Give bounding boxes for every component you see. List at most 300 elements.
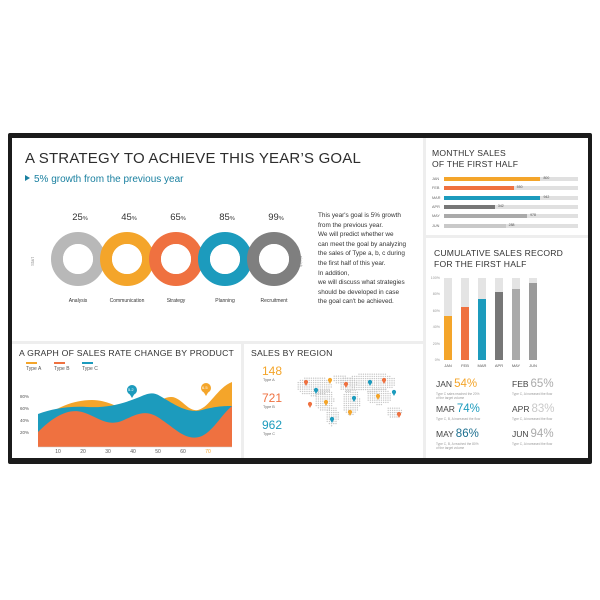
paragraph-line: the first half of this year. [318, 259, 386, 267]
y-axis-tick: 100% [430, 276, 440, 280]
map-dot [345, 378, 346, 379]
map-dot [356, 389, 357, 390]
y-axis-tick: 80% [20, 394, 30, 399]
map-dot [378, 380, 379, 381]
map-dot [391, 387, 392, 388]
cumulative-bar [529, 278, 537, 360]
option-percent-unit: % [82, 216, 88, 222]
map-dot [354, 387, 355, 388]
map-dot [388, 414, 389, 415]
map-dot [324, 407, 325, 408]
map-dot [309, 378, 310, 379]
option-percent-value: 99 [268, 212, 279, 223]
map-dot [350, 396, 351, 397]
map-dot [380, 387, 381, 388]
map-dot [322, 398, 323, 399]
map-dot [350, 392, 351, 393]
map-dot [350, 401, 351, 402]
map-dot [354, 378, 355, 379]
strategy-subtitle-text: 5% growth from the previous year [34, 174, 184, 185]
map-dot [348, 392, 349, 393]
monthly-stat [436, 424, 479, 450]
map-dot [356, 385, 357, 386]
map-dot [333, 410, 334, 411]
map-dot [320, 380, 321, 381]
cumulative-bar [512, 278, 520, 360]
map-dot [342, 378, 343, 379]
stat-month: JUN [512, 429, 529, 439]
map-dot [320, 394, 321, 395]
map-dot [352, 405, 353, 406]
map-dot [374, 385, 375, 386]
map-dot [396, 408, 397, 409]
map-dot [346, 412, 347, 413]
option-percent-unit: % [229, 216, 235, 222]
map-dot [334, 376, 335, 377]
cumulative-bar [444, 278, 452, 360]
map-dot [385, 402, 386, 403]
map-dot [316, 401, 317, 402]
map-dot [333, 401, 334, 402]
map-dot [356, 376, 357, 377]
map-dot [331, 423, 332, 424]
map-dot [380, 376, 381, 377]
paragraph-line: can meet the goal by analyzing [318, 240, 407, 248]
map-dot [318, 396, 319, 397]
map-dot [344, 394, 345, 395]
region-title: SALES BY REGION [251, 348, 333, 358]
map-dot [378, 387, 379, 388]
map-dot [320, 407, 321, 408]
map-dot [309, 391, 310, 392]
map-dot [344, 401, 345, 402]
map-dot [365, 376, 366, 377]
paragraph-line: the goal can't be achieved. [318, 298, 394, 306]
map-dot [350, 380, 351, 381]
map-dot [392, 410, 393, 411]
map-dot [344, 405, 345, 406]
map-dot [365, 389, 366, 390]
map-dot [302, 380, 303, 381]
map-dot [315, 382, 316, 383]
category-label: Analysis [68, 298, 88, 304]
map-dot [304, 391, 305, 392]
map-pin-icon [308, 402, 312, 408]
map-dot [356, 378, 357, 379]
paragraph-line: we will discuss what strategies [318, 279, 405, 287]
map-dot [389, 387, 390, 388]
map-dot [352, 414, 353, 415]
map-dot [352, 390, 353, 391]
bar-value: 550 [516, 185, 523, 190]
bar-track [444, 214, 578, 218]
map-dot [355, 405, 356, 406]
map-dot [298, 386, 299, 387]
map-dot [309, 384, 310, 385]
map-dot [341, 389, 342, 390]
map-dot [313, 391, 314, 392]
map-dot [331, 408, 332, 409]
map-dot [385, 389, 386, 390]
map-dot [376, 389, 377, 390]
map-dot [322, 386, 323, 387]
map-dot [342, 382, 343, 383]
map-dot [394, 382, 395, 383]
map-dot [315, 386, 316, 387]
map-dot [390, 408, 391, 409]
map-dot [358, 382, 359, 383]
map-dot [304, 386, 305, 387]
map-dot [338, 412, 339, 413]
paragraph-line: This year's goal is 5% growth [318, 212, 401, 219]
map-dot [363, 380, 364, 381]
map-dot [369, 389, 370, 390]
option-percent-value: 25 [72, 212, 83, 223]
map-dot [317, 380, 318, 381]
map-dot [329, 401, 330, 402]
y-axis-tick: 40% [432, 325, 440, 330]
map-dot [352, 409, 353, 410]
map-dot [399, 410, 400, 411]
map-pin-icon [314, 388, 318, 394]
map-dot [327, 410, 328, 411]
map-dot [329, 405, 330, 406]
map-dot [309, 389, 310, 390]
map-dot [341, 384, 342, 385]
stat-month: JAN [436, 379, 453, 389]
map-dot [327, 419, 328, 420]
map-dot [385, 393, 386, 394]
map-dot [372, 402, 373, 403]
map-dot [367, 374, 368, 375]
map-dot [327, 414, 328, 415]
map-dot [320, 405, 321, 406]
map-dot [394, 380, 395, 381]
region-value: 148 [262, 364, 283, 378]
map-dot [356, 387, 357, 388]
stat-value: 65% [530, 378, 554, 390]
map-dot [352, 394, 353, 395]
map-dot [387, 400, 388, 401]
map-dot [326, 386, 327, 387]
map-dot [318, 403, 319, 404]
stat-note: of the target volume [436, 396, 465, 401]
map-dot [348, 401, 349, 402]
y-axis-tick: 60% [432, 308, 440, 313]
map-dot [329, 396, 330, 397]
month-label: MAY [432, 214, 440, 219]
map-dot [322, 378, 323, 379]
map-dot [368, 391, 369, 392]
map-dot [365, 382, 366, 383]
y-axis-tick: 20% [432, 341, 440, 346]
month-label: JUN [432, 223, 440, 228]
map-dot [348, 407, 349, 408]
map-dot [372, 389, 373, 390]
map-dot [376, 380, 377, 381]
map-dot [327, 396, 328, 397]
cumulative-title [434, 248, 563, 270]
cumulative-sales-panel [426, 238, 588, 458]
map-dot [349, 386, 350, 387]
map-dot [347, 378, 348, 379]
map-dot [390, 395, 391, 396]
map-dot [311, 391, 312, 392]
map-dot [311, 393, 312, 394]
map-dot [374, 380, 375, 381]
x-axis-label: APR [494, 363, 504, 368]
map-dot [361, 380, 362, 381]
map-dot [309, 380, 310, 381]
map-dot [340, 378, 341, 379]
map-dot [302, 384, 303, 385]
map-dot [387, 382, 388, 383]
map-dot [389, 382, 390, 383]
y-axis-tick: 80% [432, 292, 440, 297]
option-percent [268, 212, 283, 223]
map-dot [345, 376, 346, 377]
map-dot [376, 404, 377, 405]
map-dot [391, 385, 392, 386]
map-dot [383, 400, 384, 401]
paragraph-line: We will predict whether we [318, 231, 394, 239]
map-dot [335, 412, 336, 413]
map-dot [326, 380, 327, 381]
map-dot [381, 397, 382, 398]
map-dot [306, 389, 307, 390]
map-dot [385, 387, 386, 388]
monthly-sales-row [432, 176, 582, 182]
monthly-stat [512, 424, 554, 446]
map-dot [327, 405, 328, 406]
map-dot [388, 408, 389, 409]
map-dot [357, 407, 358, 408]
map-dot [331, 403, 332, 404]
map-dot [304, 393, 305, 394]
map-dot [396, 416, 397, 417]
map-dot [363, 374, 364, 375]
map-dot [338, 380, 339, 381]
start-label: Start [30, 256, 36, 267]
option-percent [72, 212, 87, 223]
map-dot [380, 378, 381, 379]
map-dot [379, 400, 380, 401]
map-dot [385, 374, 386, 375]
map-dot [357, 392, 358, 393]
map-dot [368, 393, 369, 394]
map-dot [320, 401, 321, 402]
map-dot [309, 382, 310, 383]
map-dot [328, 386, 329, 387]
map-dot [352, 412, 353, 413]
map-dot [376, 402, 377, 403]
map-dot [358, 376, 359, 377]
map-dot [383, 397, 384, 398]
map-dot [390, 397, 391, 398]
map-dot [338, 376, 339, 377]
bar-fill [529, 283, 537, 360]
map-dot [392, 416, 393, 417]
map-dot [304, 378, 305, 379]
legend-label: Type B [54, 366, 70, 372]
map-dot [322, 394, 323, 395]
map-dot [390, 400, 391, 401]
map-dot [326, 384, 327, 385]
map-dot [302, 393, 303, 394]
ring-hole [63, 244, 93, 274]
map-dot [309, 393, 310, 394]
paragraph-line: the sales of Type a, b, c during [318, 250, 405, 258]
map-dot [313, 382, 314, 383]
map-dot [346, 394, 347, 395]
map-dot [331, 394, 332, 395]
bar-fill [444, 316, 452, 360]
map-dot [335, 419, 336, 420]
map-dot [320, 390, 321, 391]
map-dot [350, 403, 351, 404]
category-icon-badge [123, 277, 130, 284]
stat-note: Type C sales reached the 20% [436, 392, 480, 396]
y-axis-tick: 40% [20, 418, 30, 423]
map-dot [350, 385, 351, 386]
cumulative-bar [461, 278, 469, 360]
option-percent [121, 212, 136, 223]
map-dot [361, 378, 362, 379]
map-dot [311, 386, 312, 387]
map-dot [374, 382, 375, 383]
map-dot [329, 392, 330, 393]
map-dot [391, 380, 392, 381]
map-dot [379, 391, 380, 392]
map-dot [374, 393, 375, 394]
monthly-sales-row [432, 195, 582, 201]
map-dot [354, 376, 355, 377]
bar-value: 978 [530, 213, 536, 218]
map-dot [381, 402, 382, 403]
map-dot [313, 393, 314, 394]
map-dot [356, 380, 357, 381]
map-dot [346, 407, 347, 408]
map-dot [358, 389, 359, 390]
map-dot [350, 405, 351, 406]
map-dot [355, 390, 356, 391]
map-dot [365, 385, 366, 386]
map-dot [352, 382, 353, 383]
map-dot [367, 387, 368, 388]
month-label: MAR [432, 195, 441, 200]
map-dot [335, 421, 336, 422]
map-dot [363, 378, 364, 379]
option-percent [219, 212, 234, 223]
map-dot [340, 380, 341, 381]
map-dot [352, 403, 353, 404]
category-icon-badge [221, 277, 228, 284]
map-dot [354, 385, 355, 386]
map-dot [394, 410, 395, 411]
map-dot [317, 386, 318, 387]
bar-track [444, 205, 578, 209]
x-axis-label: MAY [511, 363, 521, 368]
option-percent [170, 212, 185, 223]
bar-fill [444, 177, 540, 181]
stat-month: FEB [512, 379, 529, 389]
stat-value: 74% [456, 403, 480, 415]
cumulative-title-line: CUMULATIVE SALES RECORD [434, 248, 564, 258]
map-dot [311, 382, 312, 383]
map-dot [309, 386, 310, 387]
map-dot [350, 398, 351, 399]
map-dot [329, 412, 330, 413]
map-dot [346, 403, 347, 404]
map-dot [331, 398, 332, 399]
bar-fill [478, 299, 486, 360]
map-dot [383, 376, 384, 377]
paragraph-line: should be developed in case [318, 288, 400, 296]
map-dot [394, 378, 395, 379]
map-dot [331, 414, 332, 415]
map-dot [327, 392, 328, 393]
map-dot [374, 387, 375, 388]
map-dot [385, 376, 386, 377]
map-dot [331, 384, 332, 385]
map-dot [348, 398, 349, 399]
monthly-sales-title-line: MONTHLY SALES [432, 148, 506, 158]
ring-option-label: Option 04 [267, 256, 287, 262]
map-dot [306, 393, 307, 394]
map-dot [306, 391, 307, 392]
option-percent-unit: % [278, 216, 284, 222]
map-dot [331, 412, 332, 413]
map-dot [355, 412, 356, 413]
map-pin-icon [392, 390, 396, 396]
monthly-sales-row [432, 213, 582, 219]
map-dot [387, 378, 388, 379]
map-dot [358, 378, 359, 379]
map-dot [379, 402, 380, 403]
map-dot [370, 400, 371, 401]
option-percent-value: 85 [219, 212, 230, 223]
map-dot [338, 378, 339, 379]
map-dot [356, 382, 357, 383]
stat-note: Type C, B, A reached the 80% [436, 442, 479, 446]
paragraph-line: In addition, [318, 269, 350, 277]
map-dot [320, 384, 321, 385]
map-dot [324, 384, 325, 385]
map-dot [324, 380, 325, 381]
map-dot [300, 382, 301, 383]
map-dot [344, 407, 345, 408]
map-dot [358, 380, 359, 381]
area-chart [12, 344, 241, 458]
map-dot [333, 421, 334, 422]
map-dot [331, 405, 332, 406]
option-percent-value: 45 [121, 212, 132, 223]
map-dot [376, 376, 377, 377]
map-dot [315, 384, 316, 385]
map-dot [370, 391, 371, 392]
map-dot [317, 378, 318, 379]
map-dot [361, 382, 362, 383]
map-dot [324, 390, 325, 391]
region-type-label: Type C [263, 432, 276, 436]
map-dot [311, 380, 312, 381]
map-dot [320, 392, 321, 393]
map-dot [381, 393, 382, 394]
map-dot [389, 376, 390, 377]
map-dot [317, 384, 318, 385]
map-dot [344, 409, 345, 410]
map-dot [316, 398, 317, 399]
